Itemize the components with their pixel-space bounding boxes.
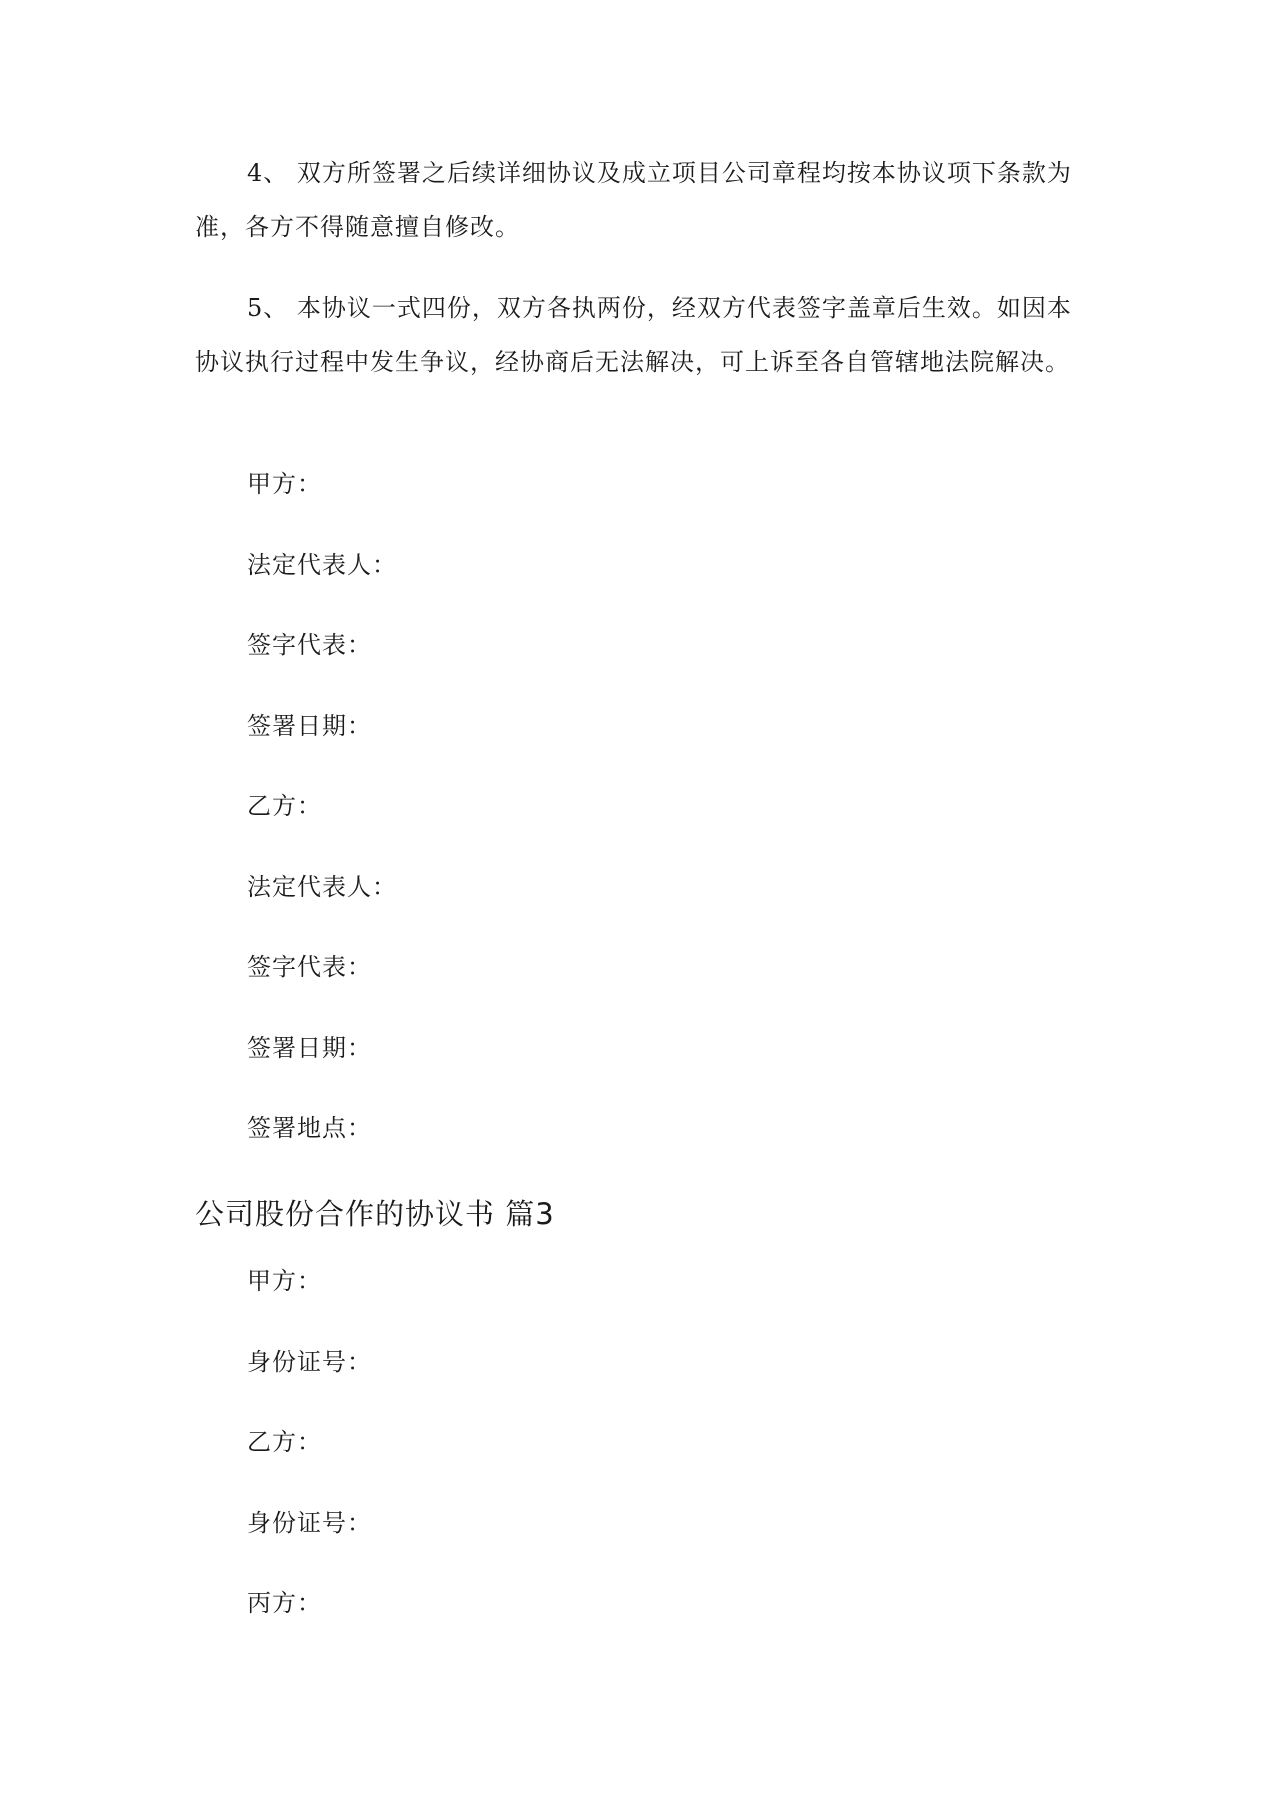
signing-representative-label: 签字代表：	[247, 953, 372, 981]
party-c-label: 丙方：	[247, 1589, 322, 1617]
id-number-label: 身份证号：	[247, 1509, 372, 1537]
party-b-label: 乙方：	[247, 1428, 322, 1456]
clause-4: 4、 双方所签署之后续详细协议及成立项目公司章程均按本协议项下条款为准，各方不得随意擅自修改。	[195, 159, 1072, 241]
signing-representative-label: 签字代表：	[247, 631, 372, 659]
legal-representative-label: 法定代表人：	[247, 873, 397, 901]
signing-location-label: 签署地点：	[247, 1114, 372, 1142]
clause-5: 5、 本协议一式四份，双方各执两份，经双方代表签字盖章后生效。如因本协议执行过程中发生争议，经协商后无法解决，可上诉至各自管辖地法院解决。	[195, 294, 1072, 376]
section-heading: 公司股份合作的协议书 篇3	[195, 1197, 555, 1231]
party-a-label: 甲方：	[247, 1267, 322, 1295]
legal-representative-label: 法定代表人：	[247, 551, 397, 579]
party-b-label: 乙方：	[247, 792, 322, 820]
id-number-label: 身份证号：	[247, 1348, 372, 1376]
party-a-label: 甲方：	[247, 470, 322, 498]
signing-date-label: 签署日期：	[247, 1034, 372, 1062]
signing-date-label: 签署日期：	[247, 712, 372, 740]
